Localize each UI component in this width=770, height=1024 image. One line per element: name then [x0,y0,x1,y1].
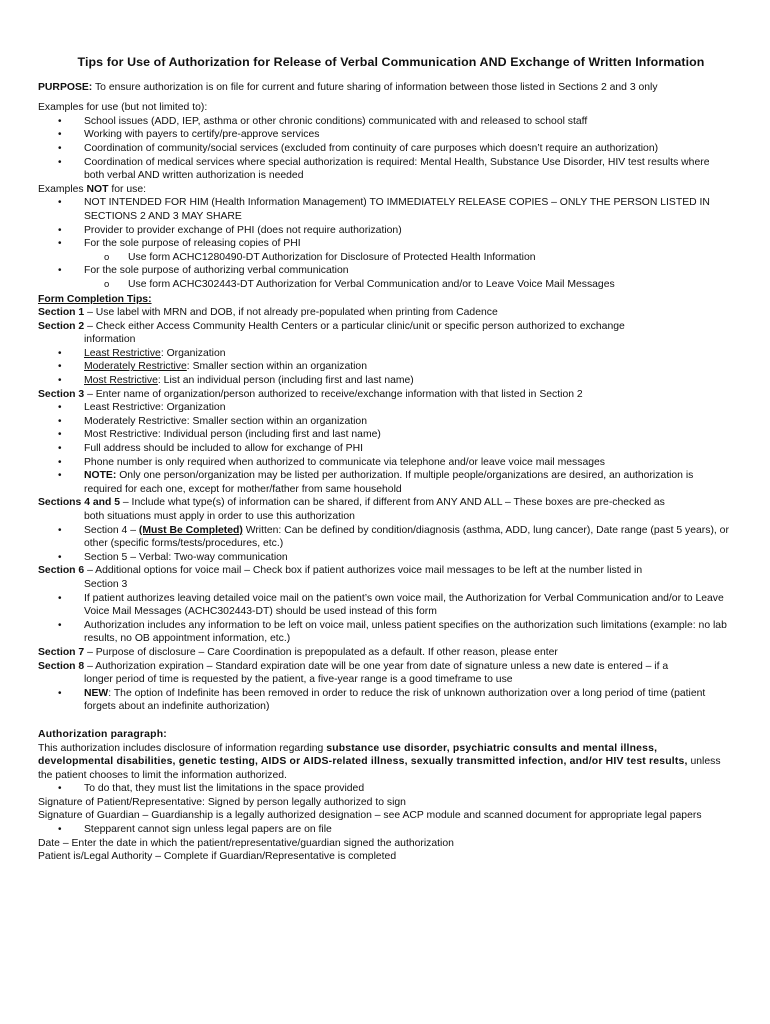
sections-4-5-continuation: both situations must apply in order to use this authorization [84,511,355,522]
auth-pre: This authorization includes disclosure of information regarding [38,742,327,754]
section-8-label: Section 8 [38,660,85,672]
section-1-label: Section 1 [38,307,85,319]
examples-not-list [38,196,732,291]
list-item [38,687,732,714]
list-item [38,374,732,388]
section-3-list [38,401,732,496]
auth-paragraph-heading-text: Authorization paragraph: [38,728,167,740]
term: Moderately Restrictive [84,361,187,373]
form-tips-heading-text: Form Completion Tips: [38,293,152,305]
section-2-line [38,320,732,334]
auth-list-1 [38,782,732,796]
section-2-list [38,347,732,388]
note-label: NOTE: [84,470,117,482]
section-2-continuation: information [84,334,136,346]
section-6-label: Section 6 [38,565,85,577]
new-text: : The option of Indefinite has been removed in order to reduce the risk of unknown authorization over a long period of time (patient forgets about an indefinite authorization) [84,687,706,713]
list-item [38,347,732,361]
examples-use-list [38,115,732,183]
section-8-text: – Authorization expiration – Standard expiration date will be one year from date of signature unless a new date is entered – if a [84,660,669,672]
list-item [38,264,732,291]
list-item: • Coordination of community/social services (excluded from continuity of care purposes which doesn’t require an authorization) [38,142,732,156]
list-item: • Working with payers to certify/pre-approve services [38,128,732,142]
list-item: • Coordination of medical services where special authorization is required: Mental Health, Substance Use Disorder, HIV test results where both verbal AND written authorization is needed [38,156,732,183]
list-item [38,469,732,496]
sections-4-5-text: – Include what type(s) of information can be shared, if different from ANY AND ALL – These boxes are pre-checked as [120,497,665,509]
signature-patient: Signature of Patient/Representative: Signed by person legally authorized to sign [38,796,406,808]
list-item [38,360,732,374]
section-7-line [38,646,732,660]
term: Most Restrictive [84,375,158,387]
list-item [38,237,732,264]
list-item: • Full address should be included to allow for exchange of PHI [38,442,732,456]
document-title: Tips for Use of Authorization for Release of Verbal Communication AND Exchange of Written Information [77,55,705,69]
auth-list-2 [38,823,732,837]
auth-bold: substance use disorder, psychiatric consults and mental illness, developmental disabilities, genetic testing, AIDS or AIDS-related illness, sexually transmitted infection, and/or HIV test results, [38,742,688,768]
note-text: Only one person/organization may be listed per authorization. If multiple people/organizations are desired, an authorization is required for each one, except for mother/father from same household [84,470,694,495]
list-item: • If patient authorizes leaving detailed voice mail on the patient’s own voice mail, the Authorization for Verbal Communication and/or to Leave Voice Mail Messages (ACHC302443-DT) should be used instead of this form [38,592,732,619]
list-item: • Authorization includes any information to be left on voice mail, unless patient specifies on the authorization such limitations (example: no lab results, no OB appointment information, etc.) [38,619,732,646]
purpose-label: PURPOSE: [38,81,93,93]
list-item: • Moderately Restrictive: Smaller section within an organization [38,415,732,429]
examples-not-heading [38,183,732,197]
term-desc: : Organization [160,347,226,359]
signature-guardian: Signature of Guardian – Guardianship is a legally authorized designation – see ACP module and scanned document for appropriate legal papers [38,810,702,822]
list-item: • Provider to provider exchange of PHI (does not require authorization) [38,224,732,238]
examples-not-bold: NOT [86,183,109,195]
form-tips-heading [38,293,732,307]
section-4-pre: Section 4 – [84,524,139,536]
list-item: • Least Restrictive: Organization [38,401,732,415]
must-be-completed: (Must Be Completed) [138,524,243,536]
term-desc: : Smaller section within an organization [186,361,367,373]
list-item [38,524,732,551]
section-6-continuation: Section 3 [84,578,128,590]
section-8-list [38,687,732,714]
sections-4-5-line [38,496,732,510]
auth-paragraph-heading [38,728,732,742]
list-item-text: For the sole purpose of releasing copies of PHI [84,238,301,250]
examples-not-post: for use: [108,183,146,195]
section-1-line [38,306,732,320]
section-2-label: Section 2 [38,320,85,332]
list-item-text: For the sole purpose of authorizing verbal communication [84,265,349,277]
section-3-line [38,388,732,402]
purpose-text: To ensure authorization is on file for current and future sharing of information between those listed in Sections 2 and 3 only [92,81,658,93]
section-8-continuation: longer period of time is requested by the patient, a five-year range is a good timeframe to use [84,674,513,686]
examples-not-pre: Examples [38,183,87,195]
sub-list-item: o Use form ACHC1280490-DT Authorization for Disclosure of Protected Health Information [38,251,732,265]
auth-post: unless the patient chooses to limit the information authorized. [38,756,721,781]
section-2-text: – Check either Access Community Health Centers or a particular clinic/unit or specific person authorized to exchange [84,320,625,332]
list-item: • Most Restrictive: Individual person (including first and last name) [38,428,732,442]
list-item: • Phone number is only required when authorized to communicate via telephone and/or leave voice mail messages [38,456,732,470]
sub-list [38,251,732,265]
section-3-label: Section 3 [38,388,85,400]
spacer [38,94,732,101]
sections-4-5-list [38,524,732,565]
section-6-line [38,564,732,578]
date-line: Date – Enter the date in which the patient/representative/guardian signed the authorization [38,837,454,849]
examples-use-heading: Examples for use (but not limited to): [38,102,208,114]
list-item: • NOT INTENDED FOR HIM (Health Information Management) TO IMMEDIATELY RELEASE COPIES – ONLY THE PERSON LISTED IN SECTIONS 2 AND 3 MAY SHARE [38,196,732,223]
new-label: NEW [84,687,109,699]
term: Least Restrictive [84,347,161,359]
sub-list [38,278,732,292]
purpose-line [38,81,732,95]
list-item: • To do that, they must list the limitations in the space provided [38,782,732,796]
spacer [38,714,732,728]
section-6-list [38,592,732,646]
list-item: • Stepparent cannot sign unless legal papers are on file [38,823,732,837]
auth-paragraph-body [38,742,732,783]
sub-list-item: o Use form ACHC302443-DT Authorization for Verbal Communication and/or to Leave Voice Mail Messages [38,278,732,292]
list-item: • Section 5 – Verbal: Two-way communication [38,551,732,565]
section-6-text: – Additional options for voice mail – Check box if patient authorizes voice mail messages to be left at the number listed in [84,565,643,577]
list-item: • School issues (ADD, IEP, asthma or other chronic conditions) communicated with and released to school staff [38,115,732,129]
sections-4-5-label: Sections 4 and 5 [38,497,120,509]
section-7-label: Section 7 [38,646,85,658]
section-8-line [38,660,732,674]
section-4-post: Written: Can be defined by condition/diagnosis (asthma, ADD, lung cancer), Date range (past 5 years), or other (specific forms/tests/procedures, etc.) [84,524,729,550]
term-desc: : List an individual person (including first and last name) [157,375,414,387]
section-3-text: – Enter name of organization/person authorized to receive/exchange information with that listed in Section 2 [84,388,583,400]
section-1-text: – Use label with MRN and DOB, if not already pre-populated when printing from Cadence [84,307,498,319]
legal-authority-line: Patient is/Legal Authority – Complete if Guardian/Representative is completed [38,851,397,863]
section-7-text: – Purpose of disclosure – Care Coordination is prepopulated as a default. If other reason, please enter [84,646,558,658]
